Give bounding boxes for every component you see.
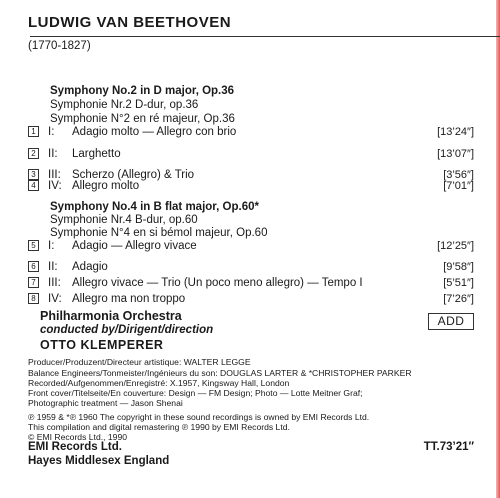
red-edge-stripe — [496, 0, 500, 498]
record-label-address: Hayes Middlesex England — [28, 455, 170, 467]
track-number-box: 1 — [28, 126, 39, 137]
work-alt-title: Symphonie Nr.2 D-dur, op.36 — [50, 99, 199, 111]
movement-title: Allegro molto — [72, 180, 140, 192]
composer-name: LUDWIG VAN BEETHOVEN — [28, 14, 232, 31]
credit-line: Balance Engineers/Tonmeister/Ingénieurs du son: DOUGLAS LARTER & *CHRISTOPHER PARKER — [28, 368, 412, 378]
credit-line: Front cover/Titelseite/En couverture: Design — FM Design; Photo — Lotte Meitner Graf; — [28, 388, 363, 398]
credit-line: Photographic treatment — Jason Shenai — [28, 398, 183, 408]
composer-dates: (1770-1827) — [28, 40, 91, 52]
track-number-box: 6 — [28, 261, 39, 272]
track-duration: [13’07″] — [437, 148, 474, 160]
work-alt-title: Symphonie N°4 en si bémol majeur, Op.60 — [50, 227, 268, 239]
track-number-box: 3 — [28, 169, 39, 180]
movement-title: Scherzo (Allegro) & Trio — [72, 169, 195, 181]
track-duration: [13’24″] — [437, 126, 474, 138]
total-time: TT.73’21″ — [423, 441, 474, 453]
movement-title: Larghetto — [72, 148, 121, 160]
movement-title: Adagio molto — Allegro con brio — [72, 126, 237, 138]
copyright-line: ℗ 1959 & *℗ 1960 The copyright in these sound recordings is owned by EMI Records Ltd. — [28, 412, 370, 422]
movement-title: Allegro vivace — Trio (Un poco meno allegro) — Tempo I — [72, 277, 363, 289]
work-alt-title: Symphonie N°2 en ré majeur, Op.36 — [50, 113, 235, 125]
track-row — [28, 124, 474, 140]
copyright-line: This compilation and digital remastering ℗ 1990 by EMI Records Ltd. — [28, 422, 290, 432]
track-number-box: 5 — [28, 240, 39, 251]
track-duration: [3’56″] — [443, 169, 474, 181]
movement-title: Allegro ma non troppo — [72, 293, 186, 305]
track-duration: [9’58″] — [443, 261, 474, 273]
movement-number: III: — [48, 277, 61, 289]
track-row — [28, 178, 474, 194]
movement-number: I: — [48, 240, 55, 252]
record-label-name: EMI Records Ltd. — [28, 441, 122, 453]
track-row — [28, 291, 474, 307]
track-row — [28, 259, 474, 275]
movement-number: IV: — [48, 293, 62, 305]
movement-number: II: — [48, 261, 58, 273]
orchestra-name: Philharmonia Orchestra — [40, 309, 182, 323]
track-duration: [7’26″] — [443, 293, 474, 305]
movement-number: I: — [48, 126, 55, 138]
credit-line: Producer/Produzent/Directeur artistique: WALTER LEGGE — [28, 357, 251, 367]
movement-number: IV: — [48, 180, 62, 192]
track-row — [28, 275, 474, 291]
header-rule — [30, 36, 500, 37]
track-duration: [12’25″] — [437, 240, 474, 252]
movement-title: Adagio — [72, 261, 108, 273]
track-number-box: 8 — [28, 293, 39, 304]
conductor-name: OTTO KLEMPERER — [40, 338, 164, 352]
add-code-badge: ADD — [428, 313, 474, 330]
copyright-line: © EMI Records Ltd., 1990 — [28, 432, 128, 442]
track-number-box: 4 — [28, 180, 39, 191]
track-row — [28, 146, 474, 162]
track-number-box: 7 — [28, 277, 39, 288]
movement-title: Adagio — Allegro vivace — [72, 240, 197, 252]
work-title: Symphony No.4 in B flat major, Op.60* — [50, 201, 259, 213]
track-duration: [5’51″] — [443, 277, 474, 289]
movement-number: II: — [48, 148, 58, 160]
track-number-box: 2 — [28, 148, 39, 159]
track-duration: [7’01″] — [443, 180, 474, 192]
track-row — [28, 238, 474, 254]
movement-number: III: — [48, 169, 61, 181]
credit-line: Recorded/Aufgenommen/Enregistré: X.1957, Kingsway Hall, London — [28, 378, 290, 388]
conducted-by-label: conducted by/Dirigent/direction — [40, 324, 214, 336]
work-title: Symphony No.2 in D major, Op.36 — [50, 85, 235, 97]
work-alt-title: Symphonie Nr.4 B-dur, op.60 — [50, 214, 198, 226]
